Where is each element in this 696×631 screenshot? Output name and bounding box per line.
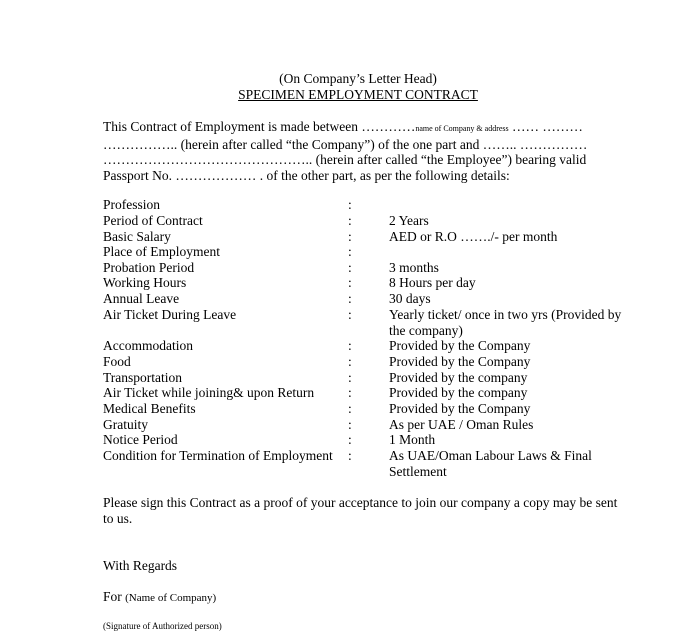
detail-label: Notice Period (103, 432, 178, 447)
detail-colon: : (348, 244, 352, 259)
detail-label: Place of Employment (103, 244, 220, 259)
intro-text-part2: …… ……… …………….. (herein after called “the Company”) of the one part and …….. …………… ……………………………………….. (herein after called “the Employee”) bearing valid Passport No. ……………… . of the other part, as per the following details: (103, 119, 588, 184)
letterhead-note: (On Company’s Letter Head) (279, 71, 437, 86)
detail-label: Accommodation (103, 338, 193, 353)
intro-paragraph (103, 119, 623, 184)
detail-value: As UAE/Oman Labour Laws & Final Settlement (389, 448, 592, 479)
detail-value: AED or R.O ……./- per month (389, 229, 558, 244)
detail-label: Annual Leave (103, 291, 180, 306)
detail-value: 2 Years (389, 213, 429, 228)
detail-colon: : (348, 213, 352, 228)
detail-colon: : (348, 307, 352, 322)
detail-value: Provided by the company (389, 370, 528, 385)
detail-value: Yearly ticket/ once in two yrs (Provided by the company) (389, 307, 622, 338)
detail-label: Air Ticket During Leave (103, 307, 237, 322)
for-label: For (103, 589, 126, 604)
detail-value: Provided by the Company (389, 338, 531, 353)
regards-line: With Regards (103, 558, 178, 573)
for-company-line (103, 589, 216, 605)
detail-colon: : (348, 385, 352, 400)
detail-colon: : (348, 432, 352, 447)
detail-value: 3 months (389, 260, 439, 275)
detail-label: Profession (103, 197, 160, 212)
closing-paragraph: Please sign this Contract as a proof of your acceptance to join our company a copy may be sent to us. (103, 495, 618, 526)
detail-colon: : (348, 354, 352, 369)
document-title: SPECIMEN EMPLOYMENT CONTRACT (238, 87, 478, 102)
detail-label: Probation Period (103, 260, 195, 275)
detail-label: Air Ticket while joining& upon Return (103, 385, 315, 400)
detail-colon: : (348, 197, 352, 212)
detail-label: Basic Salary (103, 229, 171, 244)
signature-placeholder: (Signature of Authorized person) (103, 621, 222, 631)
detail-colon: : (348, 291, 352, 306)
detail-label: Food (103, 354, 131, 369)
detail-colon: : (348, 338, 352, 353)
detail-label: Working Hours (103, 275, 187, 290)
detail-colon: : (348, 229, 352, 244)
detail-value: Provided by the company (389, 385, 528, 400)
detail-colon: : (348, 260, 352, 275)
detail-value: Provided by the Company (389, 401, 531, 416)
detail-colon: : (348, 448, 352, 463)
detail-label: Condition for Termination of Employment (103, 448, 333, 463)
detail-colon: : (348, 370, 352, 385)
detail-value: 30 days (389, 291, 431, 306)
intro-text-part1: This Contract of Employment is made between ………… (103, 119, 416, 134)
detail-colon: : (348, 275, 352, 290)
detail-value: As per UAE / Oman Rules (389, 417, 534, 432)
detail-colon: : (348, 417, 352, 432)
company-name-field: (Name of Company) (125, 592, 217, 604)
detail-label: Period of Contract (103, 213, 203, 228)
detail-label: Medical Benefits (103, 401, 196, 416)
company-name-placeholder: name of Company & address (415, 124, 509, 133)
detail-label: Gratuity (103, 417, 148, 432)
detail-value: Provided by the Company (389, 354, 531, 369)
detail-value: 8 Hours per day (389, 275, 476, 290)
detail-value: 1 Month (389, 432, 436, 447)
detail-colon: : (348, 401, 352, 416)
detail-label: Transportation (103, 370, 183, 385)
